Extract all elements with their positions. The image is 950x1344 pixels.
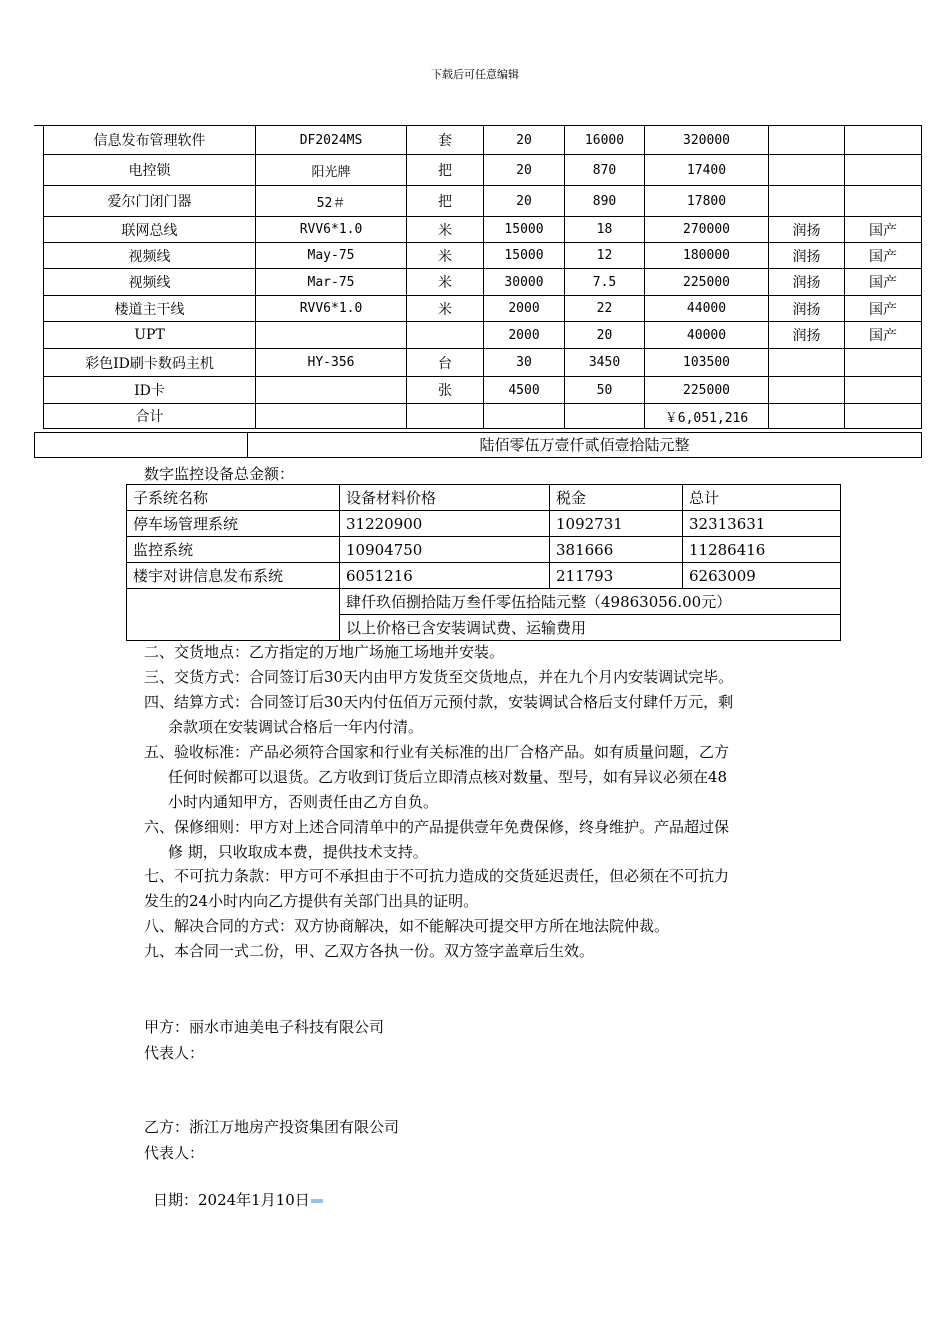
party-a: 甲方：丽水市迪美电子科技有限公司 — [144, 1018, 385, 1036]
summary-note: 以上价格已含安装调试费、运输费用 — [340, 615, 841, 641]
equipment-row — [44, 243, 922, 269]
equipment-cell: UPT — [44, 322, 256, 349]
clause-9: 九、本合同一式二份，甲、乙双方各执一份。双方签字盖章后生效。 — [144, 942, 595, 960]
equipment-cell: 米 — [407, 296, 484, 322]
equipment-cell: 国产 — [845, 217, 922, 243]
equipment-row — [44, 296, 922, 322]
equipment-cell: 国产 — [845, 243, 922, 269]
equipment-cell: 润扬 — [769, 217, 845, 243]
clause-5-cont: 小时内通知甲方，否则责任由乙方自负。 — [168, 793, 439, 811]
equipment-cell: 18 — [565, 217, 645, 243]
equipment-cell — [845, 377, 922, 404]
equipment-cell: 20 — [484, 186, 565, 217]
equipment-cell — [769, 186, 845, 217]
equipment-cell: 套 — [407, 126, 484, 155]
equipment-row — [44, 404, 922, 429]
equipment-cell: HY-356 — [256, 349, 407, 377]
equipment-cell: 20 — [484, 155, 565, 186]
equipment-cell: 电控锁 — [44, 155, 256, 186]
summary-cell: 停车场管理系统 — [127, 511, 340, 537]
equipment-cell: 把 — [407, 186, 484, 217]
equipment-cell: 润扬 — [769, 269, 845, 296]
equipment-cell: 张 — [407, 377, 484, 404]
equipment-cell — [845, 186, 922, 217]
equipment-cell: 视频线 — [44, 269, 256, 296]
equipment-cell: May-75 — [256, 243, 407, 269]
equipment-cell: 彩色ID刷卡数码主机 — [44, 349, 256, 377]
equipment-cell — [845, 349, 922, 377]
equipment-row — [44, 155, 922, 186]
text-cursor-marker — [311, 1199, 323, 1203]
summary-row — [127, 511, 841, 537]
equipment-cell: 50 — [565, 377, 645, 404]
equipment-cell — [407, 404, 484, 429]
equipment-cell: 270000 — [645, 217, 769, 243]
party-b: 乙方：浙江万地房产投资集团有限公司 — [144, 1118, 400, 1136]
equipment-row — [44, 217, 922, 243]
equipment-cell: 3450 — [565, 349, 645, 377]
equipment-cell — [769, 155, 845, 186]
clause-4-cont: 余款项在安装调试合格后一年内付清。 — [168, 718, 424, 736]
summary-header-row — [127, 485, 841, 511]
clause-7: 七、不可抗力条款：甲方可不承担由于不可抗力造成的交货延迟责任，但必须在不可抗力 — [144, 867, 730, 885]
equipment-cell: 225000 — [645, 377, 769, 404]
summary-cell: 11286416 — [683, 537, 841, 563]
summary-cell: 211793 — [550, 563, 683, 589]
equipment-cell: DF2024MS — [256, 126, 407, 155]
summary-total-words: 肆仟玖佰捌拾陆万叁仟零伍拾陆元整（49863056.00元） — [340, 589, 841, 615]
summary-cell: 楼宇对讲信息发布系统 — [127, 563, 340, 589]
equipment-row — [44, 377, 922, 404]
equipment-cell: 103500 — [645, 349, 769, 377]
equipment-cell — [845, 155, 922, 186]
equipment-cell: 15000 — [484, 217, 565, 243]
equipment-cell: Mar-75 — [256, 269, 407, 296]
equipment-cell — [256, 322, 407, 349]
summary-total-row — [127, 589, 841, 615]
equipment-cell: 楼道主干线 — [44, 296, 256, 322]
equipment-cell: 30000 — [484, 269, 565, 296]
summary-cell: 10904750 — [340, 537, 550, 563]
equipment-cell: 台 — [407, 349, 484, 377]
equipment-cell — [256, 404, 407, 429]
equipment-cell: 52＃ — [256, 186, 407, 217]
equipment-cell: 爱尔门闭门器 — [44, 186, 256, 217]
equipment-cell: 890 — [565, 186, 645, 217]
equipment-cell: 阳光牌 — [256, 155, 407, 186]
summary-row — [127, 537, 841, 563]
clause-5: 五、验收标准：产品必须符合国家和行业有关标准的出厂合格产品。如有质量问题，乙方 — [144, 743, 730, 761]
equipment-cell: 7.5 — [565, 269, 645, 296]
equipment-row — [44, 349, 922, 377]
summary-cell: 6263009 — [683, 563, 841, 589]
summary-cell: 381666 — [550, 537, 683, 563]
equipment-cell — [769, 349, 845, 377]
equipment-cell — [769, 126, 845, 155]
summary-header-cell: 总计 — [683, 485, 841, 511]
summary-header-cell: 设备材料价格 — [340, 485, 550, 511]
table-corner-mark — [34, 125, 43, 126]
contract-date-line — [153, 1189, 323, 1210]
equipment-cell: 国产 — [845, 322, 922, 349]
equipment-cell: RVV6*1.0 — [256, 217, 407, 243]
summary-cell: 31220900 — [340, 511, 550, 537]
equipment-cell: 合计 — [44, 404, 256, 429]
clause-2: 二、交货地点：乙方指定的万地广场施工场地并安装。 — [144, 643, 505, 661]
party-b-representative: 代表人： — [144, 1144, 205, 1162]
summary-blank-cell — [127, 589, 340, 641]
equipment-cell — [845, 404, 922, 429]
summary-cell: 6051216 — [340, 563, 550, 589]
equipment-table — [43, 125, 922, 429]
equipment-cell — [484, 404, 565, 429]
equipment-cell: 国产 — [845, 269, 922, 296]
equipment-cell: 870 — [565, 155, 645, 186]
summary-header-cell: 子系统名称 — [127, 485, 340, 511]
equipment-cell: 225000 — [645, 269, 769, 296]
summary-caption: 数字监控设备总金额： — [144, 465, 295, 483]
equipment-cell: 2000 — [484, 296, 565, 322]
clause-5-cont: 任何时候都可以退货。乙方收到订货后立即清点核对数量、型号，如有异议必须在48 — [168, 768, 728, 786]
equipment-cell — [256, 377, 407, 404]
equipment-cell: ￥6,051,216 — [645, 404, 769, 429]
summary-cell: 监控系统 — [127, 537, 340, 563]
equipment-cell: 信息发布管理软件 — [44, 126, 256, 155]
equipment-cell — [769, 377, 845, 404]
equipment-cell: RVV6*1.0 — [256, 296, 407, 322]
clause-3: 三、交货方式：合同签订后30天内由甲方发货至交货地点，并在九个月内安装调试完毕。 — [144, 668, 734, 686]
equipment-cell: 17800 — [645, 186, 769, 217]
equipment-cell: 22 — [565, 296, 645, 322]
equipment-cell: 44000 — [645, 296, 769, 322]
equipment-cell: 视频线 — [44, 243, 256, 269]
equipment-total-words: 陆佰零伍万壹仟贰佰壹拾陆元整 — [479, 436, 690, 454]
total-row-blank-cell — [35, 433, 248, 457]
equipment-total-row — [34, 432, 922, 458]
equipment-cell: 17400 — [645, 155, 769, 186]
summary-cell: 32313631 — [683, 511, 841, 537]
clause-6: 六、保修细则：甲方对上述合同清单中的产品提供壹年免费保修，终身维护。产品超过保 — [144, 818, 730, 836]
equipment-cell — [565, 404, 645, 429]
equipment-cell: 30 — [484, 349, 565, 377]
summary-table — [126, 484, 841, 641]
equipment-cell: 320000 — [645, 126, 769, 155]
summary-row — [127, 563, 841, 589]
equipment-cell: 米 — [407, 217, 484, 243]
header-note: 下载后可任意编辑 — [431, 68, 519, 81]
equipment-row — [44, 322, 922, 349]
equipment-cell: 国产 — [845, 296, 922, 322]
equipment-cell: 4500 — [484, 377, 565, 404]
clause-7-cont: 发生的24小时内向乙方提供有关部门出具的证明。 — [144, 892, 479, 910]
clause-4: 四、结算方式：合同签订后30天内付伍佰万元预付款，安装调试合格后支付肆仟万元，剩 — [144, 693, 734, 711]
summary-cell: 1092731 — [550, 511, 683, 537]
equipment-cell: 16000 — [565, 126, 645, 155]
clause-8: 八、解决合同的方式：双方协商解决，如不能解决可提交甲方所在地法院仲裁。 — [144, 917, 670, 935]
equipment-cell: 2000 — [484, 322, 565, 349]
equipment-cell: 米 — [407, 269, 484, 296]
party-a-representative: 代表人： — [144, 1044, 205, 1062]
equipment-cell: 润扬 — [769, 322, 845, 349]
equipment-row — [44, 269, 922, 296]
clause-6-cont: 修 期，只收取成本费，提供技术支持。 — [168, 843, 428, 861]
equipment-cell: ID卡 — [44, 377, 256, 404]
equipment-cell: 联网总线 — [44, 217, 256, 243]
equipment-cell: 20 — [565, 322, 645, 349]
equipment-row — [44, 126, 922, 155]
equipment-cell: 15000 — [484, 243, 565, 269]
equipment-cell: 20 — [484, 126, 565, 155]
equipment-row — [44, 186, 922, 217]
contract-date: 日期：2024年1月10日 — [153, 1191, 310, 1209]
summary-header-cell: 税金 — [550, 485, 683, 511]
equipment-cell: 润扬 — [769, 296, 845, 322]
equipment-cell: 把 — [407, 155, 484, 186]
equipment-cell: 180000 — [645, 243, 769, 269]
equipment-cell: 12 — [565, 243, 645, 269]
equipment-cell — [845, 126, 922, 155]
equipment-cell — [769, 404, 845, 429]
equipment-cell — [407, 322, 484, 349]
equipment-cell: 米 — [407, 243, 484, 269]
equipment-cell: 40000 — [645, 322, 769, 349]
equipment-cell: 润扬 — [769, 243, 845, 269]
